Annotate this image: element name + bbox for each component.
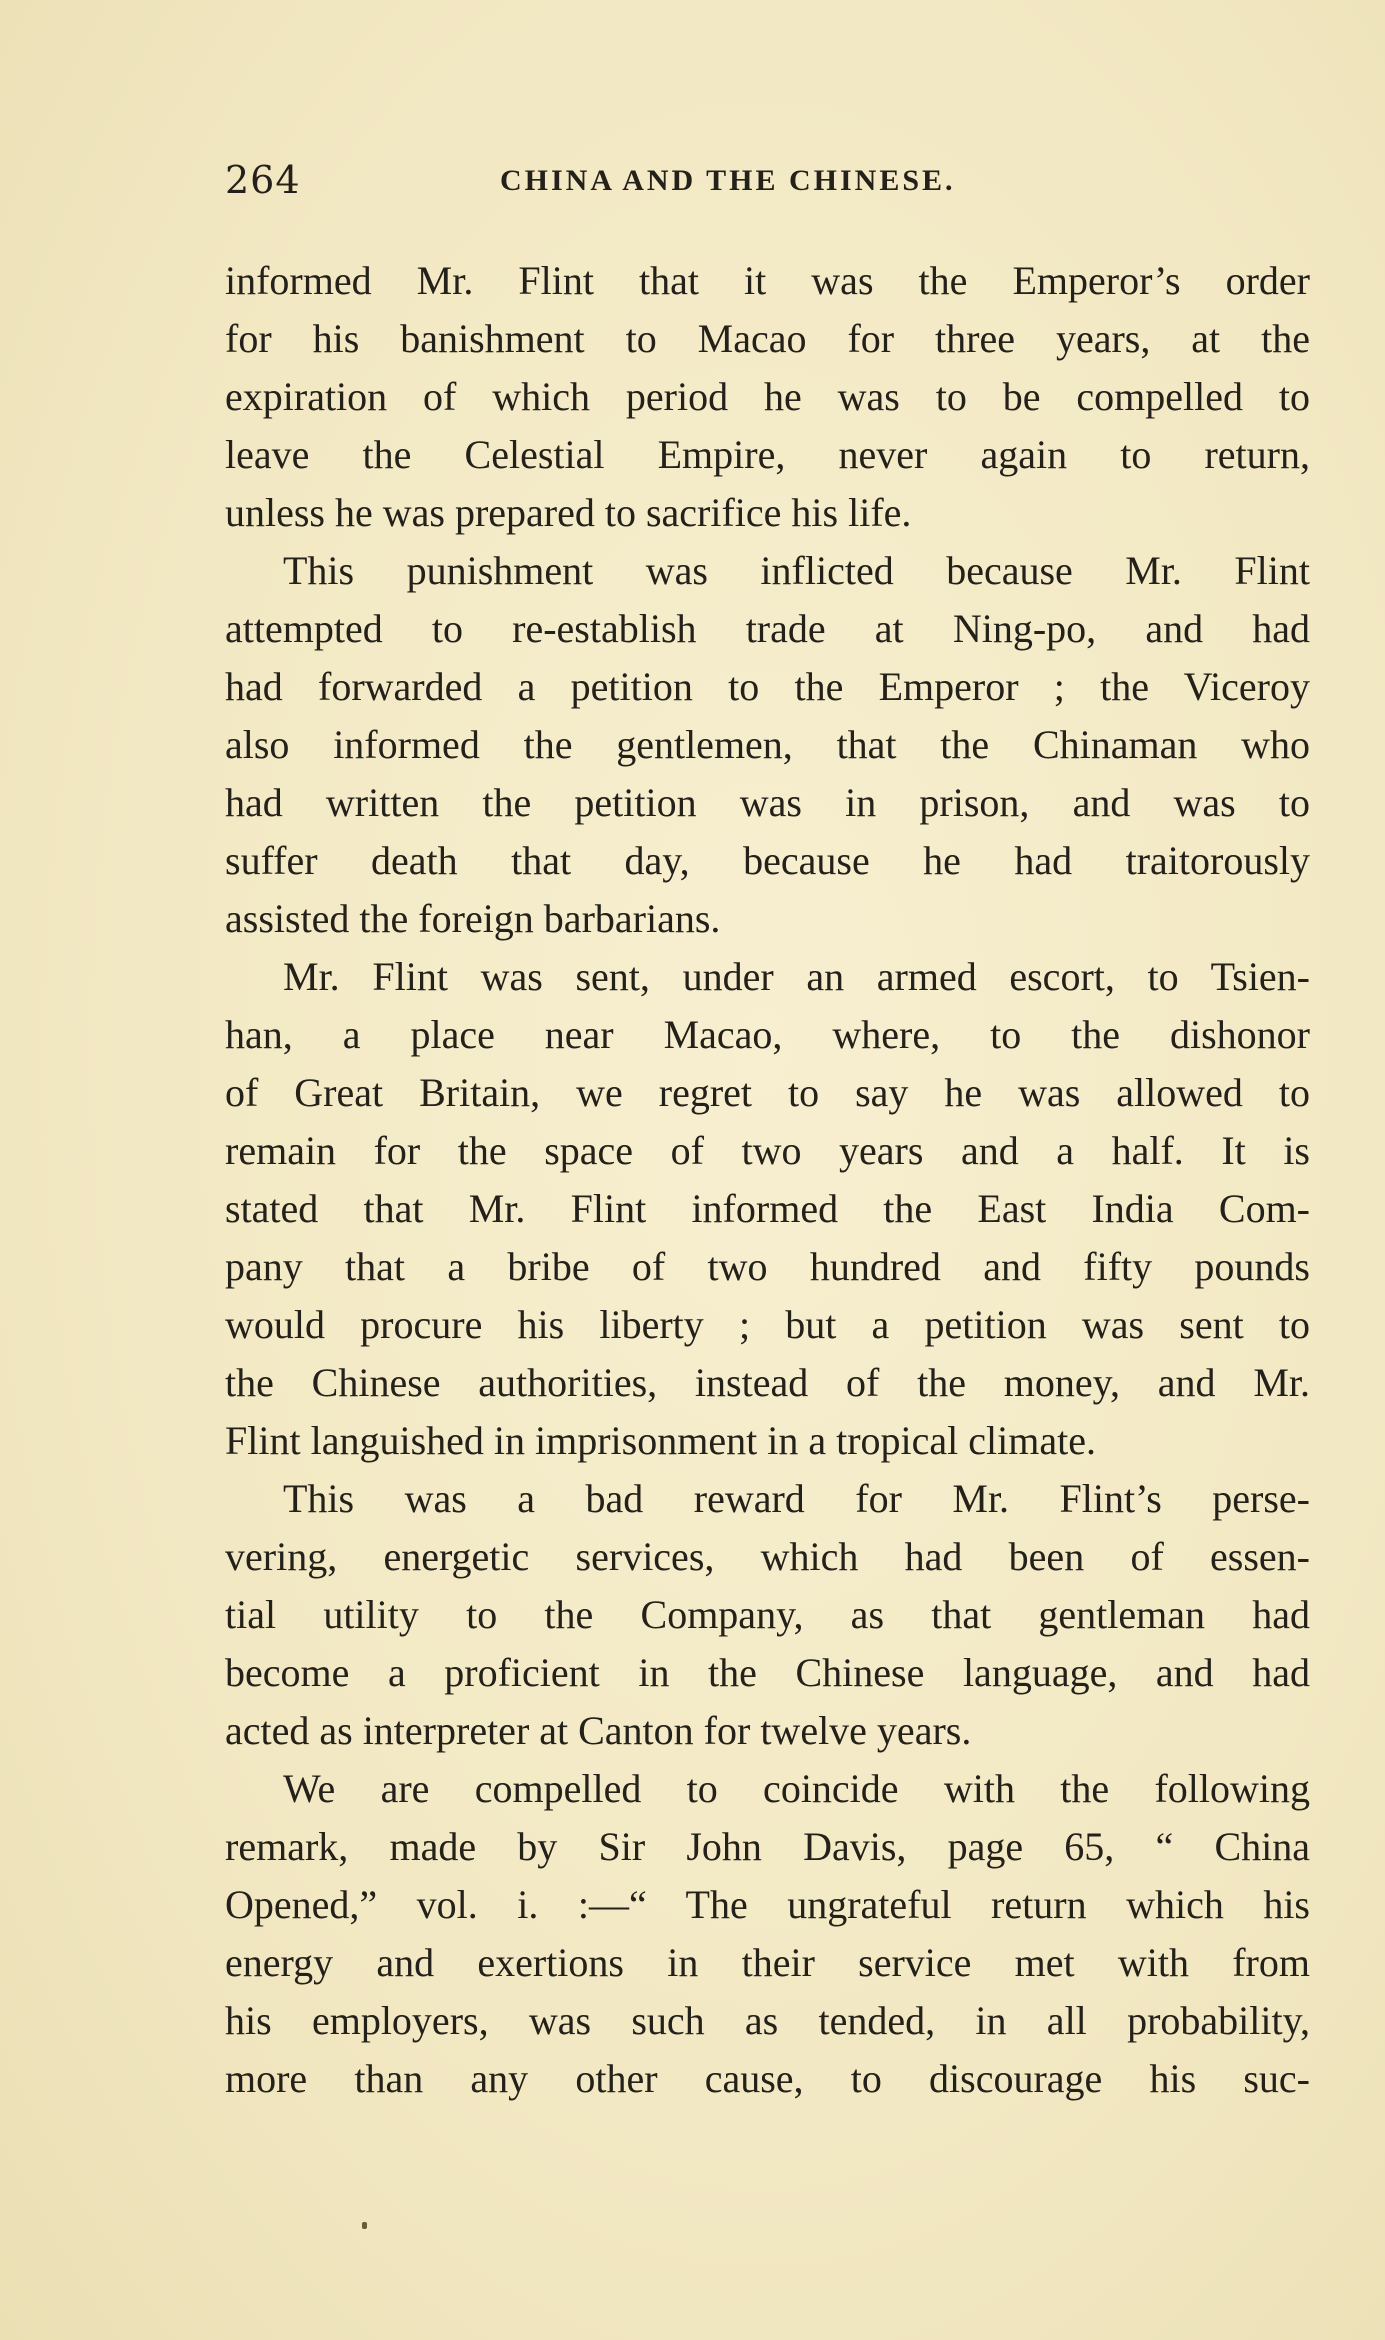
page-number: 264: [225, 158, 301, 202]
text-line: for his banishment to Macao for three years, at the: [225, 316, 1310, 361]
text-line: This was a bad reward for Mr. Flint’s perse-: [283, 1476, 1310, 1521]
text-line: pany that a bribe of two hundred and fifty pounds: [225, 1244, 1310, 1289]
text-line: acted as interpreter at Canton for twelve years.: [225, 1708, 972, 1753]
text-line: of Great Britain, we regret to say he was allowed to: [225, 1070, 1310, 1115]
text-line: This punishment was inflicted because Mr. Flint: [283, 548, 1310, 593]
ink-speck: [362, 2222, 367, 2229]
text-line: attempted to re-establish trade at Ning-po, and had: [225, 606, 1310, 651]
text-line: Mr. Flint was sent, under an armed escort, to Tsien-: [283, 954, 1310, 999]
text-line: han, a place near Macao, where, to the dishonor: [225, 1012, 1310, 1057]
text-line: leave the Celestial Empire, never again to return,: [225, 432, 1310, 477]
text-line: Flint languished in imprisonment in a tropical climate.: [225, 1418, 1096, 1463]
text-line: would procure his liberty ; but a petition was sent to: [225, 1302, 1310, 1347]
text-line: remain for the space of two years and a half. It is: [225, 1128, 1310, 1173]
text-line: suffer death that day, because he had traitorously: [225, 838, 1310, 883]
text-line: had forwarded a petition to the Emperor ; the Viceroy: [225, 664, 1310, 709]
text-line: remark, made by Sir John Davis, page 65, “ China: [225, 1824, 1310, 1869]
text-line: the Chinese authorities, instead of the money, and Mr.: [225, 1360, 1310, 1405]
body-text: [225, 252, 1310, 2108]
text-line: assisted the foreign barbarians.: [225, 896, 721, 941]
text-line: expiration of which period he was to be compelled to: [225, 374, 1310, 419]
text-line: more than any other cause, to discourage his suc-: [225, 2056, 1310, 2101]
page-header: [225, 158, 1085, 208]
text-line: his employers, was such as tended, in all probability,: [225, 1998, 1310, 2043]
text-line: had written the petition was in prison, and was to: [225, 780, 1310, 825]
text-line: energy and exertions in their service met with from: [225, 1940, 1310, 1985]
text-line: unless he was prepared to sacrifice his life.: [225, 490, 912, 535]
text-line: vering, energetic services, which had been of essen-: [225, 1534, 1310, 1579]
text-line: stated that Mr. Flint informed the East India Com-: [225, 1186, 1310, 1231]
text-line: Opened,” vol. i. :—“ The ungrateful return which his: [225, 1882, 1310, 1927]
text-line: We are compelled to coincide with the following: [283, 1766, 1310, 1811]
text-line: informed Mr. Flint that it was the Emperor’s order: [225, 258, 1310, 303]
text-line: become a proficient in the Chinese language, and had: [225, 1650, 1310, 1695]
text-line: also informed the gentlemen, that the Chinaman who: [225, 722, 1310, 767]
running-head: CHINA AND THE CHINESE.: [500, 164, 956, 197]
text-line: tial utility to the Company, as that gentleman had: [225, 1592, 1310, 1637]
